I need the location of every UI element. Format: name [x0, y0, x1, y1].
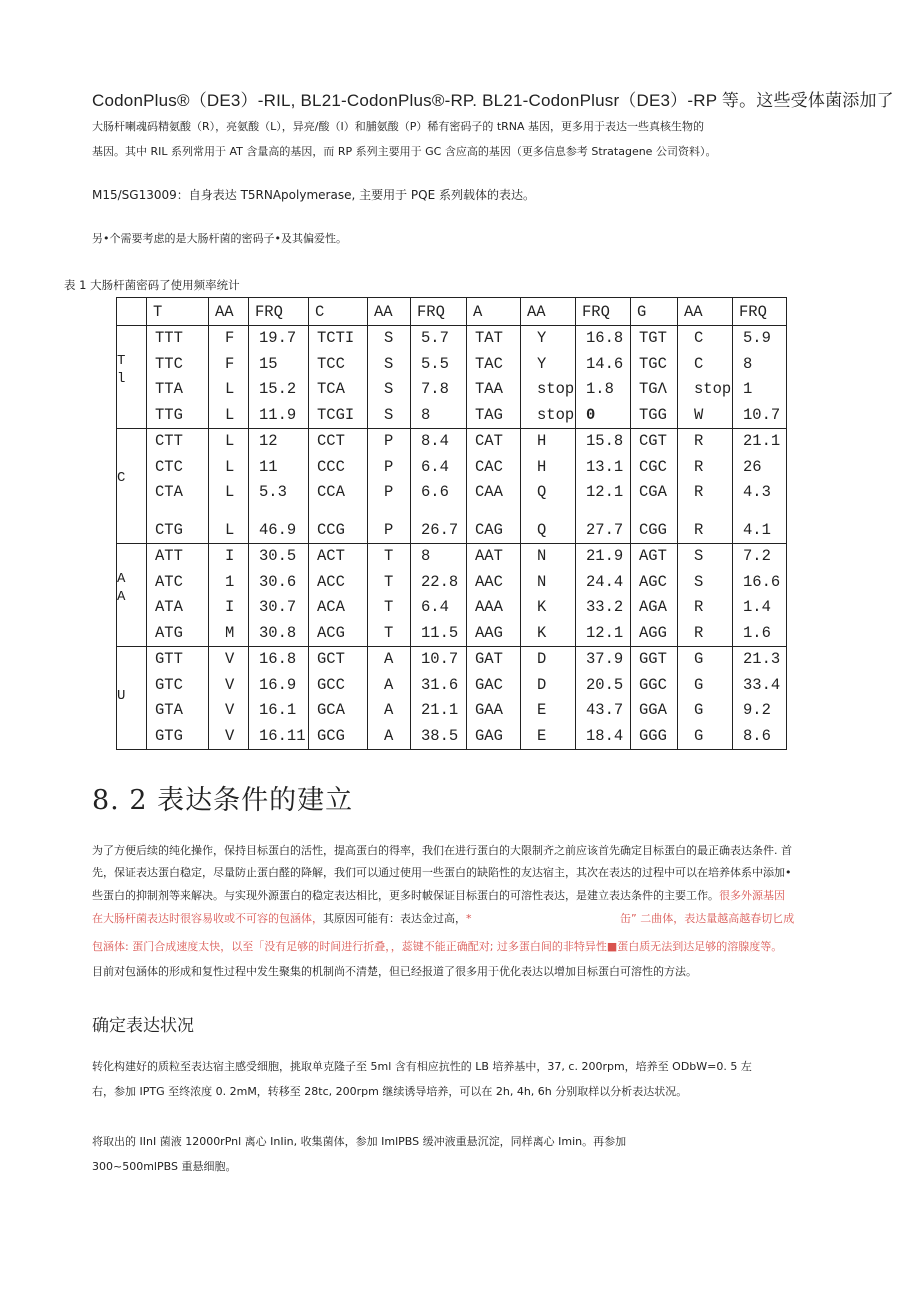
table-cell-value: TCTI — [317, 329, 355, 347]
p1-line-2: 先，保证表达蛋白稳定，尽量防止蛋白醛的降解，我们可以通过使用一些蛋白的缺陷性的友达宿主，其次在表达的过程中可以在培养体系中添加• — [92, 866, 792, 879]
table-row-group — [117, 326, 787, 429]
table-cell-value: stop — [537, 380, 575, 398]
table-cell-value: 21.9 — [586, 547, 624, 565]
table-cell-value: 8.4 — [421, 432, 449, 450]
table-cell-value: GTA — [155, 701, 183, 719]
table-cell-value: CTG — [155, 520, 183, 539]
table-cell — [576, 326, 631, 429]
p3-line-2: 300~500mlPBS 重悬细胞。 — [92, 1160, 237, 1173]
table-cell-value: 11.5 — [421, 623, 459, 642]
table-header-cell: C — [309, 298, 368, 326]
table-row-group — [117, 429, 787, 544]
table-header-cell: FRQ — [576, 298, 631, 326]
table-cell-value: TGC — [639, 354, 667, 373]
table-cell — [249, 429, 309, 544]
table-cell-value: TGΛ — [639, 380, 667, 398]
p1-line-3 — [92, 887, 785, 905]
table-cell-value: GAT — [475, 650, 503, 668]
table-header-cell: FRQ — [249, 298, 309, 326]
table-cell-value: T — [384, 623, 394, 642]
table-cell-value: L — [225, 520, 235, 539]
table-cell — [467, 647, 521, 750]
table-cell-value: C — [694, 354, 704, 373]
table-cell-value: K — [537, 598, 547, 616]
table-cell — [309, 429, 368, 544]
table-cell-value: CGT — [639, 432, 667, 450]
table-cell-value: 30.5 — [259, 547, 297, 565]
table-cell-value: 6.4 — [421, 457, 449, 476]
table-cell-value: TTT — [155, 329, 183, 347]
p1-line-4-tail: 缶” 二曲体，表达量越高越春切匕成 — [620, 912, 795, 925]
table-caption: 表 1 大肠杆菌密码了使用频率统计 — [64, 278, 240, 292]
table-header-cell: T — [147, 298, 209, 326]
table-cell-value: 4.3 — [743, 483, 771, 501]
table-cell-value: Q — [537, 520, 547, 539]
p3-line-1: 将取出的 IInI 菌液 12000rPnl 离心 InIin, 收集菌体，参加 ImlPBS 缓冲液重悬沉淀，同样离心 Imin。再参加 — [92, 1135, 627, 1148]
table-cell-value: CGG — [639, 520, 667, 539]
table-cell-value: 1.8 — [586, 380, 614, 398]
table-cell — [631, 544, 678, 647]
table-cell-value: G — [694, 726, 704, 745]
table-cell-value: G — [694, 701, 704, 719]
table-cell — [209, 326, 249, 429]
table-cell-value: TAA — [475, 380, 503, 398]
table-cell — [368, 429, 411, 544]
table-cell-value: CAA — [475, 483, 503, 501]
table-cell-value: F — [225, 354, 235, 373]
table-cell-value: 10.7 — [421, 650, 459, 668]
table-cell — [309, 544, 368, 647]
table-cell-value: L — [225, 380, 235, 398]
table-cell-value: GGG — [639, 726, 667, 745]
table-cell — [631, 429, 678, 544]
table-cell-value: Q — [537, 483, 547, 501]
table-cell-value: R — [694, 483, 704, 501]
table-cell — [521, 544, 576, 647]
table-cell-value: V — [225, 701, 235, 719]
table-cell-value: 15.2 — [259, 380, 297, 398]
table-cell — [309, 647, 368, 750]
table-cell-value: S — [694, 572, 704, 591]
table-cell-value: P — [384, 432, 394, 450]
table-cell-value: 1.6 — [743, 623, 771, 642]
table-cell-value: 16.8 — [586, 329, 624, 347]
table-cell-value: C — [694, 329, 704, 347]
table-cell-value: 12.1 — [586, 623, 624, 642]
table-cell-value: 21.1 — [421, 701, 459, 719]
table-cell-value: 30.7 — [259, 598, 297, 616]
table-header-cell: AA — [368, 298, 411, 326]
table-cell-value: 20.5 — [586, 675, 624, 694]
table-cell — [309, 326, 368, 429]
table-cell-value: ATA — [155, 598, 183, 616]
table-cell-value: 16.6 — [743, 572, 781, 591]
table-cell-value: R — [694, 623, 704, 642]
table-cell-value: 8 — [421, 405, 431, 424]
table-cell-value: S — [384, 354, 394, 373]
table-cell-value: S — [694, 547, 704, 565]
table-cell-value: 16.11 — [259, 726, 306, 745]
table-cell — [147, 326, 209, 429]
table-cell — [368, 647, 411, 750]
table-cell-value: ACC — [317, 572, 345, 591]
table-cell-value: CCC — [317, 457, 345, 476]
table-cell-value: Y — [537, 354, 547, 373]
group-label-text: T l — [117, 353, 126, 387]
table-cell — [209, 647, 249, 750]
table-cell-value: 30.8 — [259, 623, 297, 642]
table-cell — [521, 429, 576, 544]
table-header-cell: FRQ — [411, 298, 467, 326]
table-cell-value: 37.9 — [586, 650, 624, 668]
table-cell-value: R — [694, 598, 704, 616]
table-cell-value: 12 — [259, 432, 278, 450]
table-cell-value: 13.1 — [586, 457, 624, 476]
table-cell-value: S — [384, 329, 394, 347]
table-cell-value: 26.7 — [421, 520, 459, 539]
table-cell-value: GGA — [639, 701, 667, 719]
table-cell-value: 6.4 — [421, 598, 449, 616]
table-cell-value: 8 — [743, 354, 753, 373]
m15-line: M15/SG13009：自身表达 T5RNApolymerase, 主要用于 PQE 系列载体的表达。 — [92, 188, 535, 202]
table-cell-value: 21.3 — [743, 650, 781, 668]
table-cell-value: CTA — [155, 483, 183, 501]
table-header-cell: FRQ — [733, 298, 787, 326]
table-cell-value: N — [537, 572, 547, 591]
p1-line-1: 为了方便后续的纯化操作，保持目标蛋白的活性，提高蛋白的得率，我们在进行蛋白的大限制齐之前应该首先确定目标蛋白的最正确表达条件. 首 — [92, 844, 792, 857]
section-heading: 8. 2 表达条件的建立 — [92, 785, 354, 816]
table-cell-value: I — [225, 598, 235, 616]
table-cell — [678, 429, 733, 544]
table-cell-value: 7.2 — [743, 547, 771, 565]
group-label — [117, 326, 147, 429]
table-cell-value: GAG — [475, 726, 503, 745]
table-cell-value: D — [537, 650, 547, 668]
table-cell-value: 5.3 — [259, 483, 287, 501]
table-cell-value: AGT — [639, 547, 667, 565]
table-cell-value: 26 — [743, 457, 762, 476]
table-cell-value: 12.1 — [586, 483, 624, 501]
table-cell — [368, 326, 411, 429]
table-cell-value: 11.9 — [259, 405, 297, 424]
codon-note: 另•个需要考虑的是大肠杆菌的密码子•及其偏爱性。 — [92, 232, 347, 245]
table-cell-value: 43.7 — [586, 701, 624, 719]
table-cell-value: 1.4 — [743, 598, 771, 616]
table-cell — [467, 326, 521, 429]
table-cell-value: 15 — [259, 354, 278, 373]
table-cell — [631, 647, 678, 750]
table-cell-value: T — [384, 598, 394, 616]
table-cell — [576, 544, 631, 647]
intro-line-1: CodonPlus®（DE3）-RIL, BL21-CodonPlus®-RP. BL21-CodonPlusr（DE3）-RP 等。这些受体菌添加了 — [92, 91, 894, 110]
table-cell-value: CGC — [639, 457, 667, 476]
table-cell-value: GGC — [639, 675, 667, 694]
table-cell — [147, 647, 209, 750]
table-cell-value: GCC — [317, 675, 345, 694]
table-cell-value: GTC — [155, 675, 183, 694]
table-cell-value: 10.7 — [743, 405, 781, 424]
table-cell-value: TAC — [475, 354, 503, 373]
table-cell-value: CAG — [475, 520, 503, 539]
table-cell-value: 14.6 — [586, 354, 624, 373]
table-cell-value: CCA — [317, 483, 345, 501]
table-cell-value: 16.1 — [259, 701, 297, 719]
table-header-cell: G — [631, 298, 678, 326]
table-cell-value: R — [694, 457, 704, 476]
table-cell-value: L — [225, 432, 235, 450]
table-cell-value: GTT — [155, 650, 183, 668]
table-cell-value: 1 — [743, 380, 753, 398]
table-cell-value: ACA — [317, 598, 345, 616]
table-cell-value: A — [384, 701, 394, 719]
table-cell — [576, 647, 631, 750]
table-cell-value: 8 — [421, 547, 431, 565]
table-cell-value: N — [537, 547, 547, 565]
table-cell-value: 11 — [259, 457, 278, 476]
table-cell-value: CAC — [475, 457, 503, 476]
table-cell-value: 9.2 — [743, 701, 771, 719]
table-cell-value: 27.7 — [586, 520, 624, 539]
p1-line-6: 目前对包涵体的形成和复性过程中发生聚集的机制尚不清楚，但已经报道了很多用于优化表达以增加目标蛋白可溶性的方法。 — [92, 965, 697, 978]
group-label-text: C — [117, 470, 126, 486]
table-cell — [631, 326, 678, 429]
p1-line-3-highlight: 很多外源基因 — [719, 889, 785, 902]
table-cell — [411, 544, 467, 647]
table-cell-value: GCT — [317, 650, 345, 668]
table-cell — [467, 544, 521, 647]
table-cell-value: AAA — [475, 598, 503, 616]
p2-line-1: 转化构建好的质粒至表达宿主感受细胞，挑取单克隆子至 5ml 含有相应抗性的 LB 培养基中，37, c. 200rpm，培养至 ODbW=0. 5 左 — [92, 1060, 752, 1073]
table-cell — [678, 647, 733, 750]
table-row-group — [117, 544, 787, 647]
table-cell-value: 19.7 — [259, 329, 297, 347]
table-cell-value: GGT — [639, 650, 667, 668]
table-cell-value: ATT — [155, 547, 183, 565]
table-cell-value: CAT — [475, 432, 503, 450]
p1-line-4-highlight: 在大肠杆菌表达时很容易收或不可容的包涵体， — [92, 912, 323, 925]
table-cell — [209, 429, 249, 544]
table-cell-value: 33.4 — [743, 675, 781, 694]
table-cell-value: H — [537, 457, 547, 476]
table-cell-value: stop — [537, 405, 575, 424]
table-cell-value: CCG — [317, 520, 345, 539]
codon-usage-table — [116, 297, 787, 750]
table-cell-value: R — [694, 520, 704, 539]
table-cell-value: ATG — [155, 623, 183, 642]
table-cell-value: 6.6 — [421, 483, 449, 501]
table-cell-value: G — [694, 650, 704, 668]
table-cell-value: G — [694, 675, 704, 694]
table-cell-value: 22.8 — [421, 572, 459, 591]
table-cell-value: A — [384, 650, 394, 668]
table-row-group — [117, 647, 787, 750]
table-cell-value: GCA — [317, 701, 345, 719]
table-cell-value: R — [694, 432, 704, 450]
table-cell-value: AGG — [639, 623, 667, 642]
table-cell — [411, 326, 467, 429]
table-cell — [411, 647, 467, 750]
table-cell-value: ACT — [317, 547, 345, 565]
table-cell-value: TCA — [317, 380, 345, 398]
group-label — [117, 429, 147, 544]
table-cell-value: T — [384, 547, 394, 565]
table-cell-value: 5.5 — [421, 354, 449, 373]
table-cell-value: GAA — [475, 701, 503, 719]
table-cell — [733, 429, 787, 544]
p1-line-4 — [92, 910, 472, 928]
table-cell-value: V — [225, 650, 235, 668]
table-cell-value: AAG — [475, 623, 503, 642]
table-cell — [733, 544, 787, 647]
table-cell-value: L — [225, 457, 235, 476]
table-cell-value: 16.9 — [259, 675, 297, 694]
table-cell-value: 8.6 — [743, 726, 771, 745]
table-cell — [678, 544, 733, 647]
table-cell-value: 38.5 — [421, 726, 459, 745]
table-cell-value: M — [225, 623, 235, 642]
table-cell-value: K — [537, 623, 547, 642]
confirm-heading: 确定表达状况 — [92, 1016, 194, 1036]
table-cell-value: W — [694, 405, 704, 424]
table-cell-value: P — [384, 457, 394, 476]
table-cell-value: 15.8 — [586, 432, 624, 450]
table-cell-value: I — [225, 547, 235, 565]
table-cell-value: Y — [537, 329, 547, 347]
table-cell-value: ACG — [317, 623, 345, 642]
table-cell-value: stop — [694, 380, 732, 398]
table-cell-value: GAC — [475, 675, 503, 694]
table-cell-value: L — [225, 483, 235, 501]
table-cell-value: V — [225, 726, 235, 745]
table-cell — [249, 544, 309, 647]
table-cell — [249, 647, 309, 750]
p1-line-4-text: 其原因可能有：表达金过高， — [323, 912, 466, 925]
group-label-text: A A — [117, 571, 126, 605]
table-cell — [733, 647, 787, 750]
table-header-cell: A — [467, 298, 521, 326]
table-cell-value: 31.6 — [421, 675, 459, 694]
table-cell — [733, 326, 787, 429]
table-cell-value: TAG — [475, 405, 503, 424]
table-cell-value: L — [225, 405, 235, 424]
table-cell-value: P — [384, 520, 394, 539]
table-cell-value: GTG — [155, 726, 183, 745]
table-cell — [521, 647, 576, 750]
table-cell — [147, 429, 209, 544]
table-cell-value: V — [225, 675, 235, 694]
table-cell-value: 21.1 — [743, 432, 781, 450]
table-cell-value: P — [384, 483, 394, 501]
p2-line-2: 右，参加 IPTG 至终浓度 0. 2mM，转移至 28tc, 200rpm 继续诱导培养，可以在 2h, 4h, 6h 分别取样以分析表达状况。 — [92, 1085, 688, 1098]
table-cell-value: A — [384, 675, 394, 694]
table-cell-value: TCC — [317, 354, 345, 373]
p1-line-5: 包涵体: 蛋门合成速度太快，以至「没有足够的时间进行折叠，，蕊键不能正确配对; 过多蛋白间的非特异性■蛋白质无法到达足够的溶腺度等。 — [92, 940, 783, 953]
table-cell-value: CTT — [155, 432, 183, 450]
p1-line-3-text: 些蛋白的抑制剂等来解决。与实现外源蛋白的稳定表达相比，更多时帔保证目标蛋白的可溶性表达，是建立表达条件的主要工作。 — [92, 889, 719, 902]
table-cell — [249, 326, 309, 429]
table-cell — [576, 429, 631, 544]
table-cell — [209, 544, 249, 647]
group-label — [117, 647, 147, 750]
table-cell-value: 33.2 — [586, 598, 624, 616]
table-cell-value: D — [537, 675, 547, 694]
table-cell-value: GCG — [317, 726, 345, 745]
table-cell — [678, 326, 733, 429]
table-header-cell: AA — [521, 298, 576, 326]
table-cell-value: TCGI — [317, 405, 355, 424]
table-cell-value: 24.4 — [586, 572, 624, 591]
intro-line-2: 大肠杆喇魂码精氨酸（R），亮氨酸（L），异亮/酸（I）和脯氨酸（P）稀有密码子的 tRNA 基因，更多用于表达一些真核生物的 — [92, 120, 705, 133]
intro-line-3: 基因。其中 RIL 系列常用于 AT 含量高的基因，而 RP 系列主要用于 GC 含应高的基因（更多信息参考 Stratagene 公司资料）。 — [92, 145, 717, 158]
table-cell-value: AGA — [639, 598, 667, 616]
table-cell-value: CTC — [155, 457, 183, 476]
table-cell-value: CCT — [317, 432, 345, 450]
table-cell-value: TTC — [155, 354, 183, 373]
table-cell-value: S — [384, 380, 394, 398]
table-cell-value: H — [537, 432, 547, 450]
table-cell-value: 5.9 — [743, 329, 771, 347]
table-cell-value: 1 — [225, 572, 235, 591]
table-cell-value: 16.8 — [259, 650, 297, 668]
table-cell-value: AAT — [475, 547, 503, 565]
table-cell-value: 30.6 — [259, 572, 297, 591]
table-cell-value: AAC — [475, 572, 503, 591]
table-cell-value: TTA — [155, 380, 183, 398]
table-cell-value: E — [537, 726, 547, 745]
table-header-cell: AA — [209, 298, 249, 326]
p1-line-4-star: * — [466, 912, 472, 925]
table-cell — [467, 429, 521, 544]
table-cell-value: E — [537, 701, 547, 719]
table-cell-value: T — [384, 572, 394, 591]
table-cell-value: CGA — [639, 483, 667, 501]
table-cell-value: TGT — [639, 329, 667, 347]
table-header-row — [117, 298, 787, 326]
table-cell-value: S — [384, 405, 394, 424]
group-label — [117, 544, 147, 647]
header-corner — [117, 298, 147, 326]
table-cell — [521, 326, 576, 429]
table-cell-value: TGG — [639, 405, 667, 424]
table-header-cell: AA — [678, 298, 733, 326]
table-cell-value: 5.7 — [421, 329, 449, 347]
table-cell-value: 18.4 — [586, 726, 624, 745]
table-cell-value: TAT — [475, 329, 503, 347]
table-cell — [411, 429, 467, 544]
table-cell — [368, 544, 411, 647]
table-cell-value: 4.1 — [743, 520, 771, 539]
table-cell-value: F — [225, 329, 235, 347]
table-cell — [147, 544, 209, 647]
table-cell-value: 7.8 — [421, 380, 449, 398]
group-label-text: U — [117, 688, 126, 704]
table-cell-value: 0 — [586, 405, 596, 424]
table-cell-value: A — [384, 726, 394, 745]
table-cell-value: ATC — [155, 572, 183, 591]
table-cell-value: AGC — [639, 572, 667, 591]
table-cell-value: TTG — [155, 405, 183, 424]
table-cell-value: 46.9 — [259, 520, 297, 539]
